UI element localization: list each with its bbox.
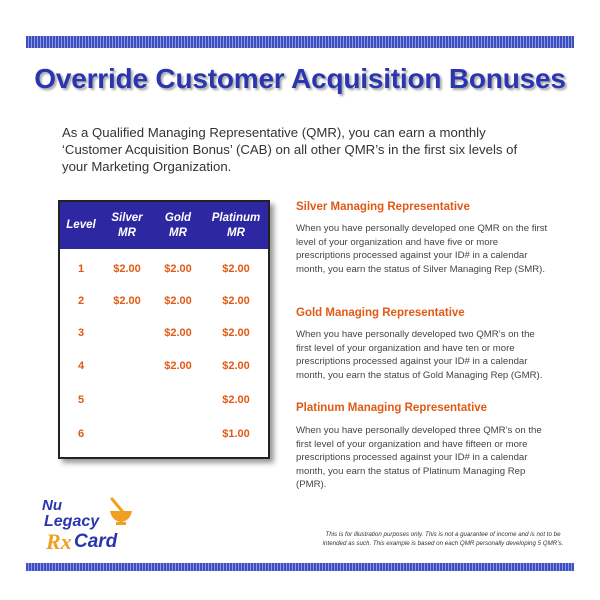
header-level: Level <box>66 219 96 231</box>
logo-text-legacy: Legacy <box>44 513 100 530</box>
row-3-level: 3 <box>77 327 85 339</box>
row-4-gold: $2.00 <box>164 360 192 372</box>
bottom-decorative-band <box>26 563 574 571</box>
logo-text-nu: Nu <box>42 497 62 514</box>
header-platinum: Platinum MR <box>211 211 261 239</box>
row-2-level: 2 <box>77 295 85 307</box>
logo-graphic <box>40 495 145 555</box>
row-6-level: 6 <box>77 428 85 440</box>
logo-text-rx: Rx <box>46 529 72 554</box>
row-1-gold: $2.00 <box>164 263 192 275</box>
gold-section-title: Gold Managing Representative <box>296 307 465 319</box>
bonus-table <box>58 200 270 459</box>
table-header-row <box>60 202 268 249</box>
row-4-level: 4 <box>77 360 85 372</box>
row-4-platinum: $2.00 <box>222 360 250 372</box>
silver-section-body: When you have personally developed one QMR on the first level of your organization and have five or more prescriptions processed against your ID# in a calendar month, you earn the status of Silver Managing Rep (SMR). <box>296 223 548 275</box>
mortar-pestle-icon <box>110 499 132 525</box>
row-3-gold: $2.00 <box>164 327 192 339</box>
row-2-gold: $2.00 <box>164 295 192 307</box>
row-1-level: 1 <box>77 263 85 275</box>
row-5-level: 5 <box>77 394 85 406</box>
row-5-platinum: $2.00 <box>222 394 250 406</box>
platinum-section-body: When you have personally developed three QMR’s on the first level of your organization and have fifteen or more prescriptions processed against your ID# in a calendar month, you earn the status of Platinum Managing Rep (PMR). <box>296 425 542 490</box>
header-gold: Gold MR <box>164 211 192 239</box>
page-title: Override Customer Acquisition Bonuses <box>34 63 566 94</box>
row-2-platinum: $2.00 <box>222 295 250 307</box>
disclaimer-text: This is for illustration purposes only. This is not a guarantee of income and is not to be intended as such. This example is based on each QMR personally developing 5 QMR’s. <box>322 531 564 547</box>
row-2-silver: $2.00 <box>113 295 141 307</box>
silver-section-title: Silver Managing Representative <box>296 201 470 213</box>
nulegacy-rx-card-logo <box>40 495 145 555</box>
row-1-platinum: $2.00 <box>222 263 250 275</box>
gold-section-body: When you have personally developed two QMR’s on the first level of your organization and have ten or more prescriptions processed against your ID# in a calendar month, you earn the status of Gold Managing Rep (GMR). <box>296 329 543 381</box>
header-silver: Silver MR <box>111 211 143 239</box>
top-decorative-band <box>26 36 574 48</box>
platinum-section-title: Platinum Managing Representative <box>296 402 488 414</box>
row-3-platinum: $2.00 <box>222 327 250 339</box>
row-6-platinum: $1.00 <box>222 428 250 440</box>
row-1-silver: $2.00 <box>113 263 141 275</box>
logo-text-card: Card <box>74 531 118 552</box>
intro-paragraph: As a Qualified Managing Representative (QMR), you can earn a monthly ‘Customer Acquisition Bonus’ (CAB) on all other QMR’s in the first six levels of your Marketing Organization. <box>62 125 518 174</box>
